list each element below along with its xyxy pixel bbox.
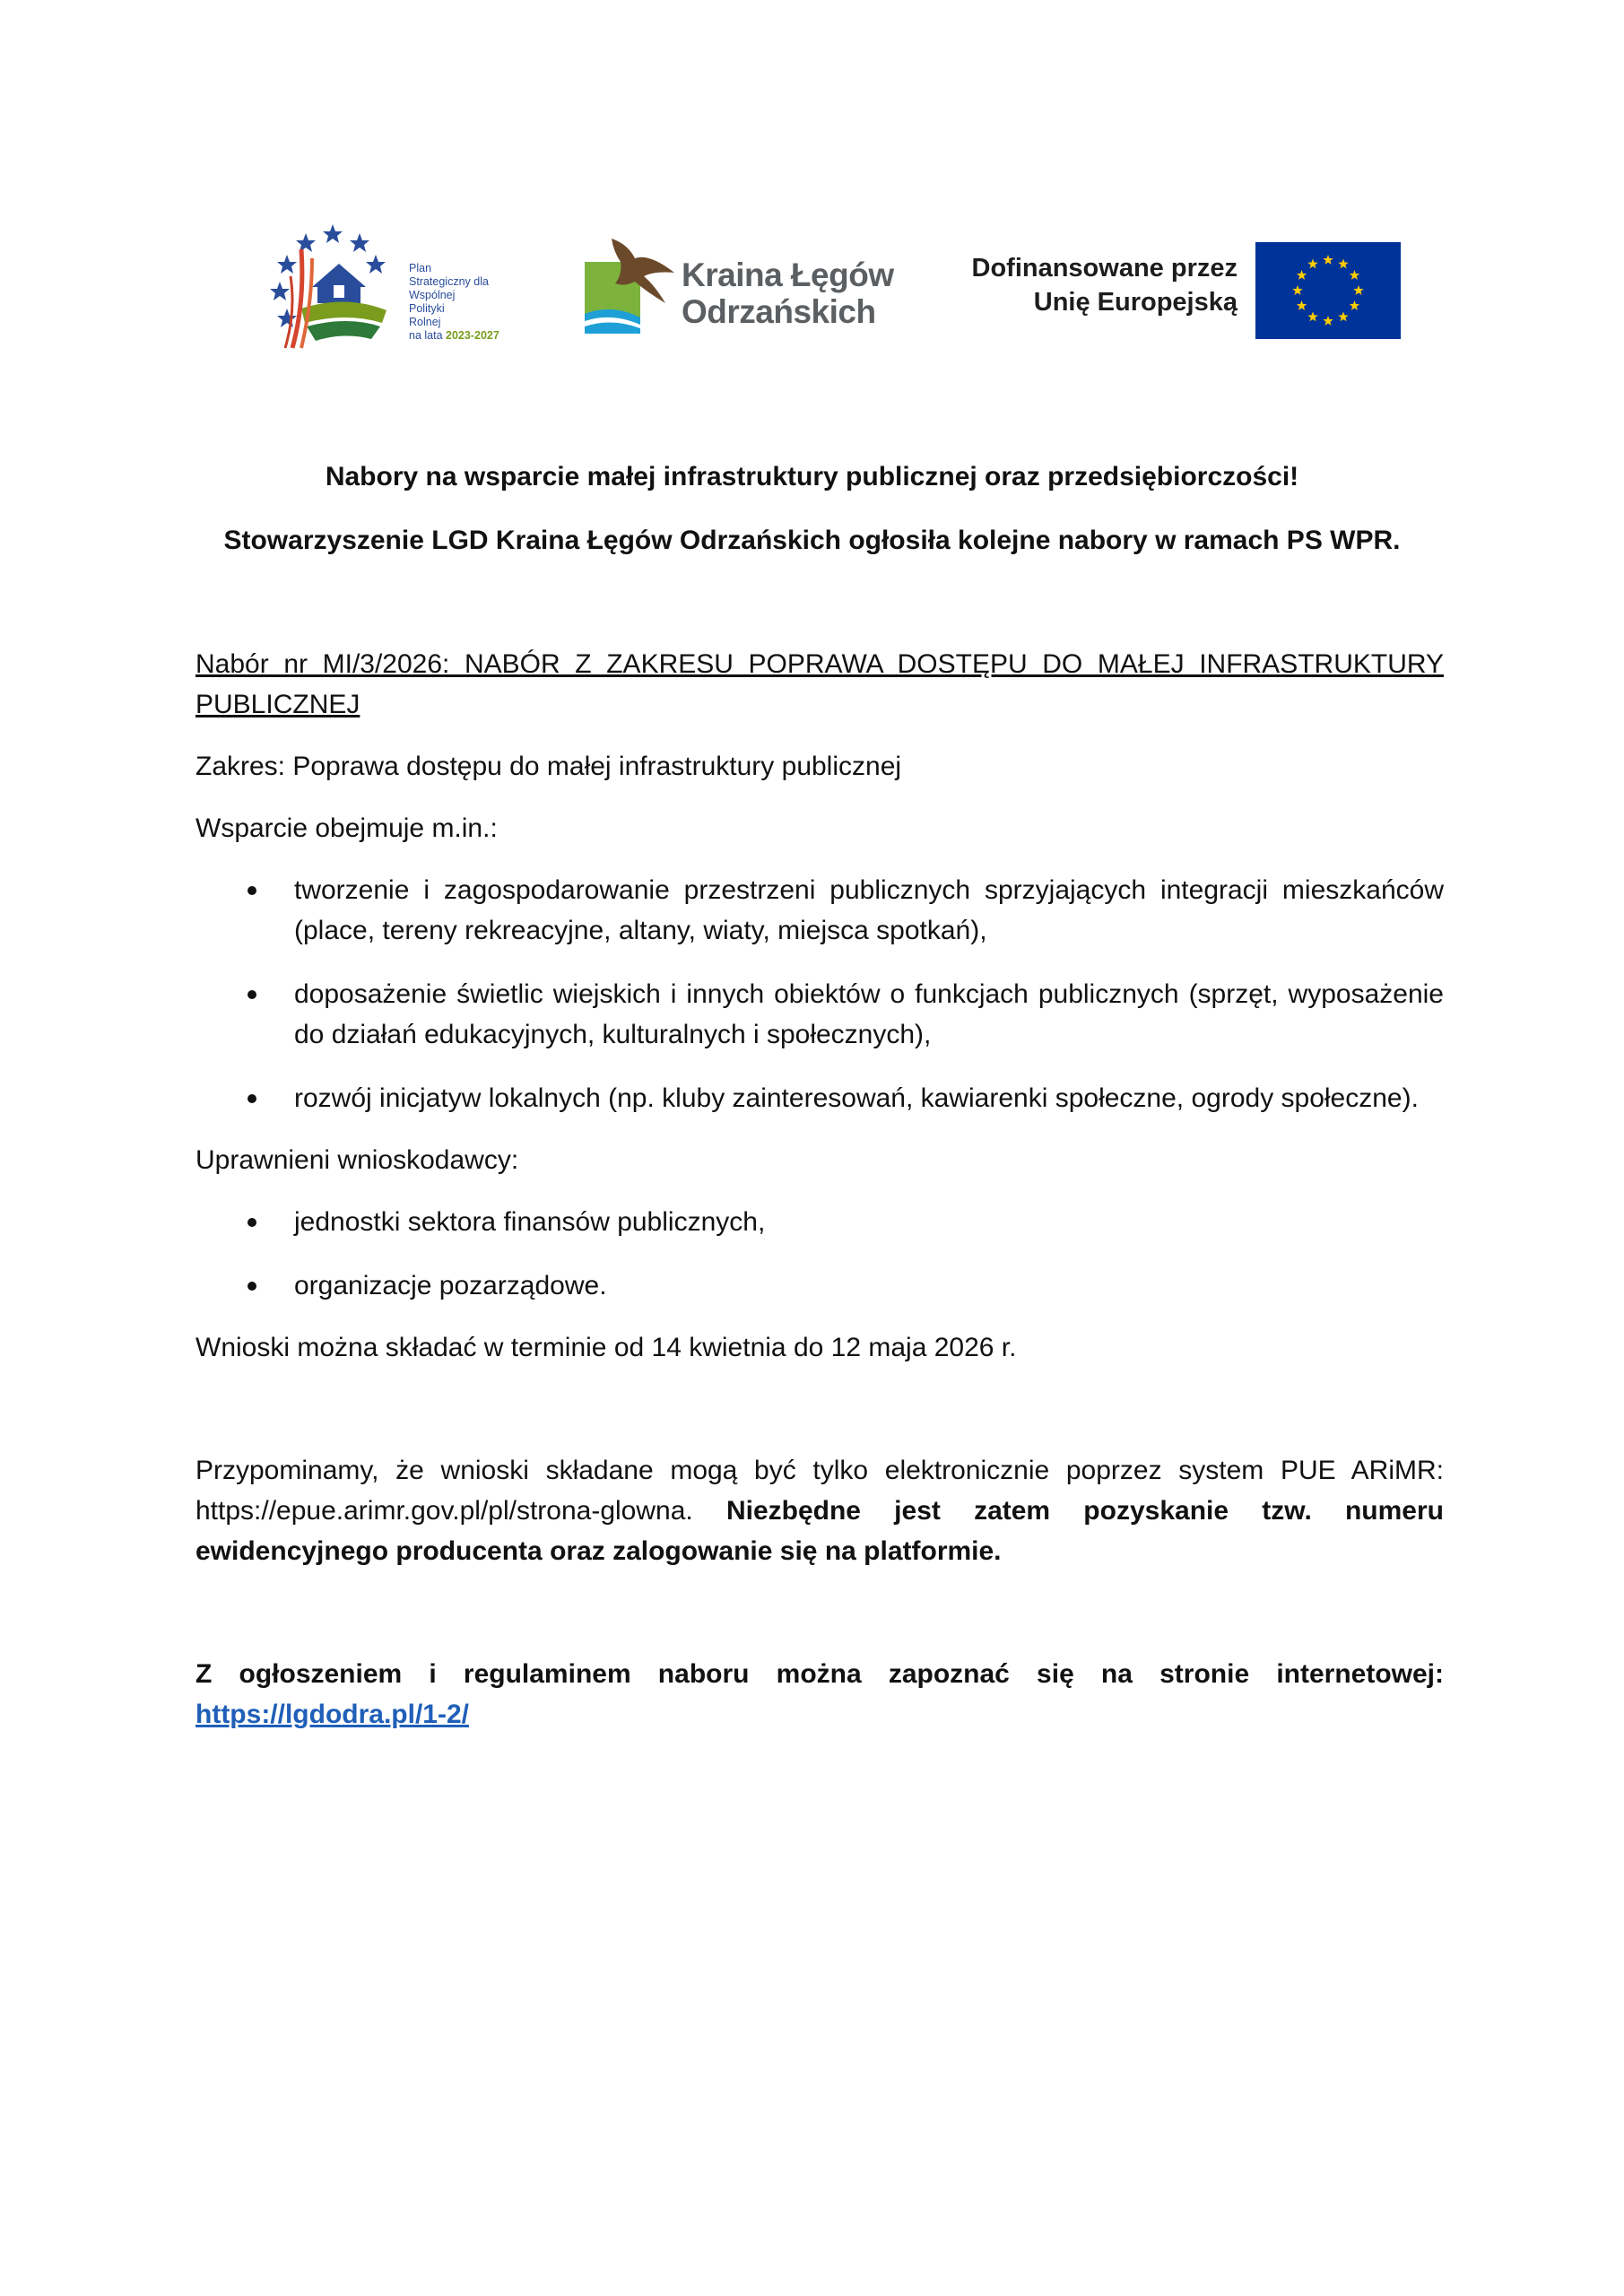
- ps-wpr-logo: [265, 222, 534, 353]
- ps-wpr-line: Polityki: [409, 302, 445, 315]
- list-item-text: doposażenie świetlic wiejskich i innych obiektów o funkcjach publicznych (sprzęt, wyposażenie do działań edukacyjnych, kulturalnych i społecznych),: [294, 979, 1444, 1049]
- wsparcie-label: Wsparcie obejmuje m.in.:: [195, 813, 498, 843]
- list-item-text: rozwój inicjatyw lokalnych (np. kluby zainteresowań, kawiarenki społeczne, ogrody społeczne).: [294, 1083, 1419, 1113]
- eu-funding-line: Unię Europejską: [1033, 288, 1238, 317]
- ps-wpr-line: Wspólnej: [409, 289, 456, 301]
- eagle-landscape-icon: [585, 231, 682, 339]
- nabor-zakres: Zakres: Poprawa dostępu do małej infrastruktury publicznej: [195, 752, 902, 781]
- info-paragraph: [195, 1654, 1444, 1735]
- ps-wpr-line: Strategiczny dla: [409, 275, 489, 288]
- reminder-paragraph: [195, 1450, 1444, 1571]
- termin: Wnioski można składać w terminie od 14 kwietnia do 12 maja 2026 r.: [195, 1333, 1017, 1362]
- list-item-text: jednostki sektora finansów publicznych,: [294, 1207, 766, 1237]
- lgd-name-line: Odrzańskich: [682, 293, 876, 330]
- uprawnieni-label: Uprawnieni wnioskodawcy:: [195, 1145, 519, 1175]
- eu-funding-text: [972, 251, 1238, 319]
- bullet-icon: [248, 1282, 256, 1291]
- reminder-bold-text: Niezbędne jest zatem pozyskanie tzw. numeru ewidencyjnego producenta oraz zalogowanie się na platformie.: [195, 1496, 1444, 1566]
- list-item-text: tworzenie i zagospodarowanie przestrzeni publicznych sprzyjających integracji mieszkańców (place, tereny rekreacyjne, altany, wiaty, miejsca spotkań),: [294, 875, 1444, 945]
- lgd-name-line: Kraina Łęgów: [682, 257, 894, 293]
- list-item: [195, 1202, 1444, 1242]
- list-item: [195, 1265, 1444, 1306]
- ps-wpr-emblem-icon: [265, 222, 400, 353]
- page-title: Nabory na wsparcie małej infrastruktury publicznej oraz przedsiębiorczości!: [325, 462, 1299, 491]
- bullet-icon: [248, 990, 256, 999]
- ps-wpr-text: [409, 262, 499, 343]
- nabor-title: Nabór nr MI/3/2026: NABÓR Z ZAKRESU POPRAWA DOSTĘPU DO MAŁEJ INFRASTRUKTURY PUBLICZNEJ: [195, 649, 1444, 719]
- reminder-text: Przypominamy, że wnioski składane mogą być tylko elektronicznie poprzez system PUE ARiMR: https://epue.arimr.gov.pl/pl/strona-glowna.: [195, 1456, 1444, 1526]
- list-item-text: organizacje pozarządowe.: [294, 1271, 607, 1300]
- lgd-name: [682, 257, 894, 330]
- page-subtitle: Stowarzyszenie LGD Kraina Łęgów Odrzańskich ogłosiła kolejne nabory w ramach PS WPR.: [223, 526, 1401, 555]
- ps-wpr-line: Rolnej: [409, 316, 441, 328]
- list-item: [195, 870, 1444, 951]
- eu-flag-icon: [1255, 242, 1401, 339]
- document-body: [195, 644, 1444, 1735]
- eu-funding-line: Dofinansowane przez: [971, 254, 1238, 283]
- ps-wpr-line: Plan: [409, 262, 432, 274]
- uprawnieni-list: [195, 1202, 1444, 1306]
- ps-wpr-years-prefix: na lata: [409, 329, 443, 342]
- bullet-icon: [248, 1094, 256, 1103]
- list-item: [195, 974, 1444, 1055]
- logo-bar: [0, 215, 1624, 359]
- regulamin-link[interactable]: https://lgdodra.pl/1-2/: [195, 1700, 469, 1729]
- ps-wpr-years-value: 2023-2027: [446, 329, 499, 342]
- info-text: Z ogłoszeniem i regulaminem naboru można zapoznać się na stronie internetowej:: [195, 1659, 1444, 1689]
- list-item: [195, 1078, 1444, 1118]
- wsparcie-list: [195, 870, 1444, 1118]
- lgd-logo: [585, 231, 908, 339]
- ps-wpr-years: [409, 329, 499, 343]
- bullet-icon: [248, 1218, 256, 1227]
- eu-funding-logo: [960, 242, 1408, 341]
- bullet-icon: [248, 886, 256, 895]
